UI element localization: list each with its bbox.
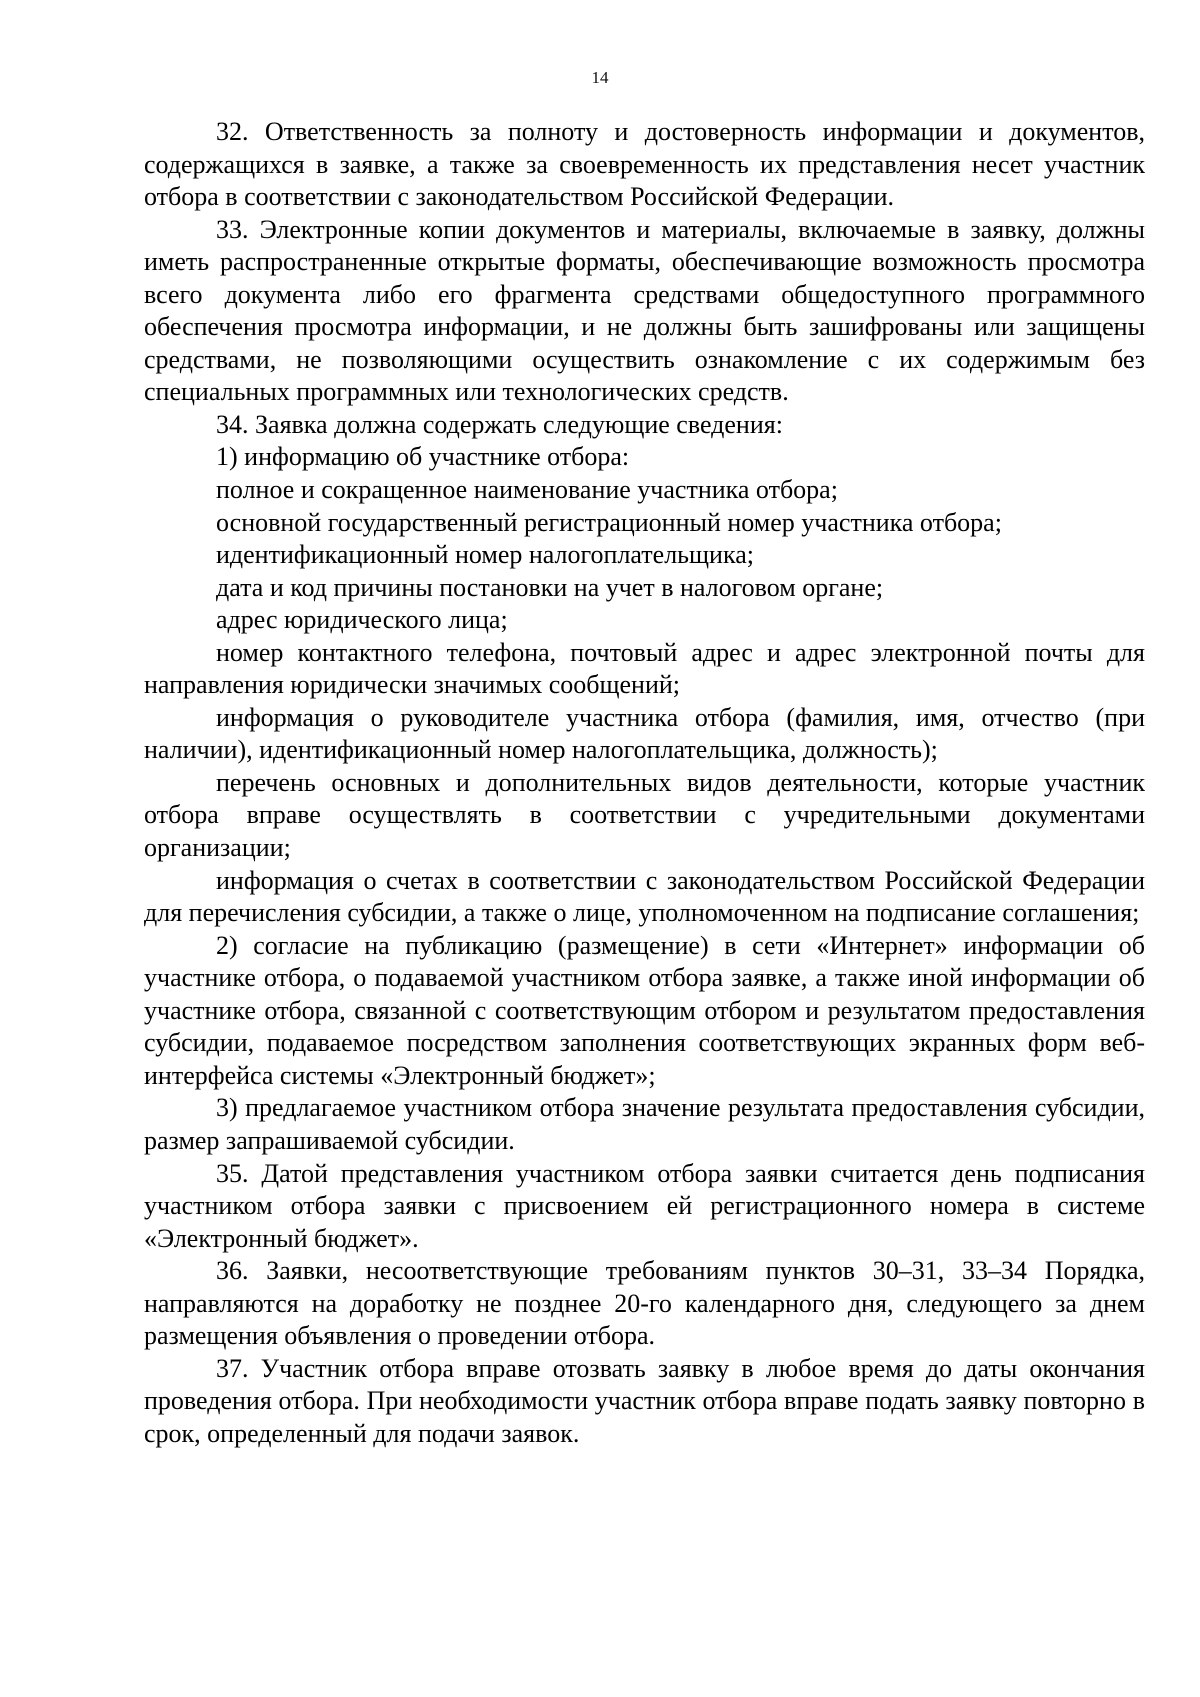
list-subitem-contacts: номер контактного телефона, почтовый адрес и адрес электронной почты для направления юридически значимых сообщений; — [144, 637, 1145, 700]
list-item-34-3: 3) предлагаемое участником отбора значение результата предоставления субсидии, размер запрашиваемой субсидии. — [144, 1093, 1145, 1155]
paragraph-32: 32. Ответственность за полноту и достоверность информации и документов, содержащихся в заявке, а также за своевременность их представления несет участник отбора в соответствии с законодательством Российской Федерации. — [144, 117, 1145, 212]
list-subitem-head-info: информация о руководителе участника отбора (фамилия, имя, отчество (при наличии), идентификационный номер налогоплательщика, должность); — [144, 702, 1145, 765]
paragraph-34: 34. Заявка должна содержать следующие сведения: — [216, 409, 783, 439]
list-item-34-2: 2) согласие на публикацию (размещение) в сети «Интернет» информации об участнике отбора, о подаваемой участником отбора заявке, а также иной информации об участнике отбора, связанной с соответствующим отбором и результатом предоставления субсидии, подаваемое посредством заполнения соответствующих экранных форм веб-интерфейса системы «Электронный бюджет»; — [144, 930, 1145, 1090]
paragraph-36: 36. Заявки, несоответствующие требованиям пунктов 30–31, 33–34 Порядка, направляются на доработку не позднее 20-го календарного дня, следующего за днем размещения объявления о проведении отбора. — [144, 1256, 1145, 1351]
list-subitem-ogrn: основной государственный регистрационный номер участника отбора; — [216, 507, 1002, 537]
list-subitem-name: полное и сокращенное наименование участника отбора; — [216, 475, 838, 505]
list-item-34-1: 1) информацию об участнике отбора: — [216, 442, 630, 472]
list-subitem-registration-date: дата и код причины постановки на учет в налоговом органе; — [216, 572, 884, 602]
paragraph-37: 37. Участник отбора вправе отозвать заявку в любое время до даты окончания проведения отбора. При необходимости участник отбора вправе подать заявку повторно в срок, определенный для подачи заявок. — [144, 1353, 1145, 1448]
list-subitem-address: адрес юридического лица; — [216, 605, 508, 635]
document-body — [144, 116, 1145, 1450]
paragraph-35: 35. Датой представления участником отбора заявки считается день подписания участником отбора заявки с присвоением ей регистрационного номера в системе «Электронный бюджет». — [144, 1158, 1145, 1253]
page-number: 14 — [591, 68, 609, 87]
list-subitem-inn: идентификационный номер налогоплательщика; — [216, 540, 754, 570]
paragraph-33: 33. Электронные копии документов и материалы, включаемые в заявку, должны иметь распространенные открытые форматы, обеспечивающие возможность просмотра всего документа либо его фрагмента средствами общедоступного программного обеспечения просмотра информации, и не должны быть зашифрованы или защищены средствами, не позволяющими осуществить ознакомление с их содержимым без специальных программных или технологических средств. — [144, 214, 1145, 407]
list-subitem-accounts: информация о счетах в соответствии с законодательством Российской Федерации для перечисления субсидии, а также о лице, уполномоченном на подписание соглашения; — [144, 865, 1145, 928]
list-subitem-activities: перечень основных и дополнительных видов деятельности, которые участник отбора вправе осуществлять в соответствии с учредительными документами организации; — [144, 767, 1145, 863]
